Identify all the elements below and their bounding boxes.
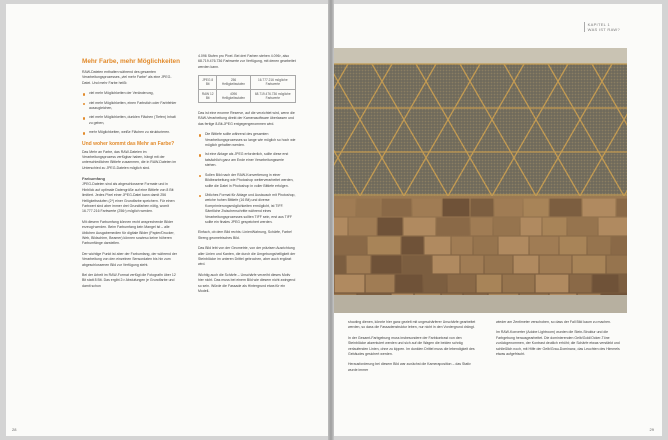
table-cell: JPEG 8 Bit bbox=[199, 76, 217, 89]
page-number: 29 bbox=[649, 427, 654, 432]
paragraph: shooting dienen, könnte hier ganz gezielt mit ungeschärferer Unschärfe gearbeitet werden, so dass die Fassadenstruktur leben, nur nicht in den Vordergrund drängt. bbox=[348, 320, 476, 330]
list-item: viel mehr Möglichkeiten, dunklen Flächen (Tiefen) Inhalt zu geben, bbox=[82, 115, 180, 126]
chapter-label bbox=[584, 22, 620, 32]
list-item: Sollen Bild nach der RAW-Konvertierung in einer Bildbearbeitung wie Photoshop weiterverarbeitet werden, sollte die Datei in Photoshop in voller Bittiefe erfolgen. bbox=[198, 173, 296, 189]
right-page bbox=[334, 4, 662, 436]
paragraph: Das ist eine enorme Reserve, auf die verzichtet wird, wenn die RAW-Verarbeitung direkt der Kamerasoftware überlassen und das fertige 8-Bit-JPEG entgegengenommen wird. bbox=[198, 111, 295, 126]
right-page-column-1 bbox=[348, 320, 478, 378]
paragraph: Einfach, ob dem Bild rechts: LinienWahrung, Schärfe, Farbe! Streng geometrisches Bild. bbox=[198, 230, 293, 240]
left-page-column-1 bbox=[82, 58, 180, 294]
intro-paragraph: RAW-Dateien enthalten während des gesamten Verarbeitungsprozesses „viel mehr Farbe“ als eine JPEG-Datei. Und mehr Farbe heißt: bbox=[82, 70, 172, 85]
list-item: viel mehr Möglichkeiten der Veränderung, bbox=[82, 91, 180, 96]
paragraph: JPEG-Dateien sind als abgeschlossene Formate und in Hinblick auf optimale Datengröße auf eine Bittiefe von 8 Bit limitiert. Jedes Pixel einer JPEG-Datei kann damit 256 Helligkeitsstufen (2⁸) einer Grundfarbe speichern. Für einen Farbwert sind aber immer drei Grundfarben nötig, womit 16.777.216 Farbwerte (256³) möglich werden. bbox=[82, 182, 175, 214]
table-cell: 68.719.476.736 mögliche Farbwerte bbox=[250, 89, 295, 102]
facade-photo bbox=[334, 48, 627, 313]
paragraph: Bei der Arbeit im RAW-Format verfügt die Fotografin über 12 Bit statt 8 Bit. Das ergibt 2¹² Abstufungen je Grundfarbe und damit schon bbox=[82, 272, 176, 288]
left-page bbox=[6, 4, 328, 436]
tips-list bbox=[198, 132, 296, 225]
chapter-title: WAS IST RAW? bbox=[587, 27, 620, 32]
table-row bbox=[199, 89, 296, 102]
sky-strip bbox=[334, 48, 627, 64]
table-row bbox=[199, 76, 296, 89]
paragraph: Das Mehr an Farbe, das RAW-Dateien im Verarbeitungsprozess verfügbar haben, hängt mit der unterschiedlichen Bittiefe zusammen, die in RAW-Dateien im Unterschied zu JPEG-Dateien möglich sind. bbox=[82, 149, 177, 170]
paragraph: In der Gesamt-Farbgebung muss insbesondere der Farbkontrast von den Steinblöcke akzentuiert werden und sich auf die Wagen die beiden schräg verlaufenden Linien, ohne zu kippen. Im dunklen Drittel muss die lebendigkeit des Gebäudes gesichert werden. bbox=[348, 335, 475, 357]
list-item: Die Bittiefe sollte während des gesamten Verarbeitungsprozesses so lange wie möglich so hoch wie möglich gehalten werden. bbox=[198, 132, 296, 148]
facade-photo-graphic bbox=[334, 48, 627, 313]
paragraph: Wichtig auch die Schärfe – Unschärfe verzeiht dieses Motiv hier nicht. Das muss bei einem Bild wie diesem nicht zwingend so sein. Würde die Fassade als Hintergrund etwa für ein Modell- bbox=[198, 272, 296, 293]
list-item: viel mehr Möglichkeiten, einen Farbstich oder Farbfehler auszugleichen, bbox=[82, 101, 180, 112]
table-cell: RAW 12 Bit bbox=[199, 89, 217, 102]
paragraph: 4.096 Stufen pro Pixel. Bei drei Farben stehen 4.096³, also 68.719.476.736 Farbwerte zur Verfügung, mit denen gearbeitet werden kann. bbox=[198, 54, 296, 69]
paragraph: Der wichtige Punkt ist aber der Farbumfang, der während der Verarbeitung von den einzelnen Sensordaten bis hin zum abgeschlossenen Bild zur Verfügung steht. bbox=[82, 251, 177, 267]
list-item: mehr Möglichkeiten, weiße Flächen zu strukturieren. bbox=[82, 130, 180, 135]
table-cell: 16.777.216 mögliche Farbwerte bbox=[250, 76, 295, 89]
table-cell: 256 Helligkeitsstufen bbox=[217, 76, 250, 89]
right-page-column-2 bbox=[496, 320, 626, 362]
paragraph: wieder am Zentimeter verschoben, so dass der Fall Bild kaum zu machen. bbox=[496, 320, 611, 324]
minor-heading: Farbumfang bbox=[82, 176, 106, 182]
paragraph: Herausforderung bei diesem Bild war zunächst die Kameraposition – das Stativ wurde immer bbox=[348, 362, 471, 372]
paragraph: Im RAW-Konverter (Adobe Lightroom) wurden die Stein-Struktur und die Farbgebung herausgearbeitet. Die dominierenden Gelb/Gold/Ocker-Töne zurückgenommen, der Kontrast deutlich erhöht; die Schärfe etwas verstärkt und schließlich noch, mit Hilfe der Gelb/Grau-Dominanz, das Leuchten des Himmels etwas aufgefrischt. bbox=[496, 330, 620, 357]
list-item: Ist eine Ablage als JPEG erforderlich, sollte diese erst tatsächlich ganz am Ende einer Verarbeitungsserie stehen. bbox=[198, 152, 296, 168]
list-item: Übliches Format für Ablage und Austausch mit Photoshop, welche hohen Bittiefe (16 Bit) und diverse Komprimierungsmöglichkeiten ermöglicht, ist TIFF. Sämtliche Zwischenschritte während eines Verarbeitungsprozesses sollten TIFF sein, erst aus TIFF sollte ein finales JPEG gespeichert werden. bbox=[198, 193, 296, 225]
bit-depth-table bbox=[198, 75, 296, 103]
ground-strip bbox=[334, 295, 627, 313]
chapter-number: KAPITEL 1 bbox=[587, 22, 610, 27]
paragraph: Das Bild lebt von der Geometrie, von der präzisen Ausrichtung aller Linien und Kanten, die durch die Umgebungshelligkeit der Steinblöcke im unteren Drittel gebrochen, aber auch ergänzt wird. bbox=[198, 246, 296, 267]
left-page-column-2 bbox=[198, 54, 296, 299]
page-number: 28 bbox=[12, 427, 17, 432]
section-heading: Mehr Farbe, mehr Möglichkeiten bbox=[82, 58, 181, 65]
paragraph: Mit diesem Farbumfang können recht ansprechende Bilder erzeugt werden. Beim Farbumfang kein Mangel ist – alle üblichen Ausgabemedien für digitale Bilder (Papier/Drucker, Web, Bildschirm, Beamer) können sowieso keine höheren Farbumfänge darstellen. bbox=[82, 219, 175, 246]
benefits-list bbox=[82, 91, 180, 135]
subheading: Und woher kommt das Mehr an Farbe? bbox=[82, 140, 175, 147]
table-cell: 4096 Helligkeitsstufen bbox=[217, 89, 250, 102]
